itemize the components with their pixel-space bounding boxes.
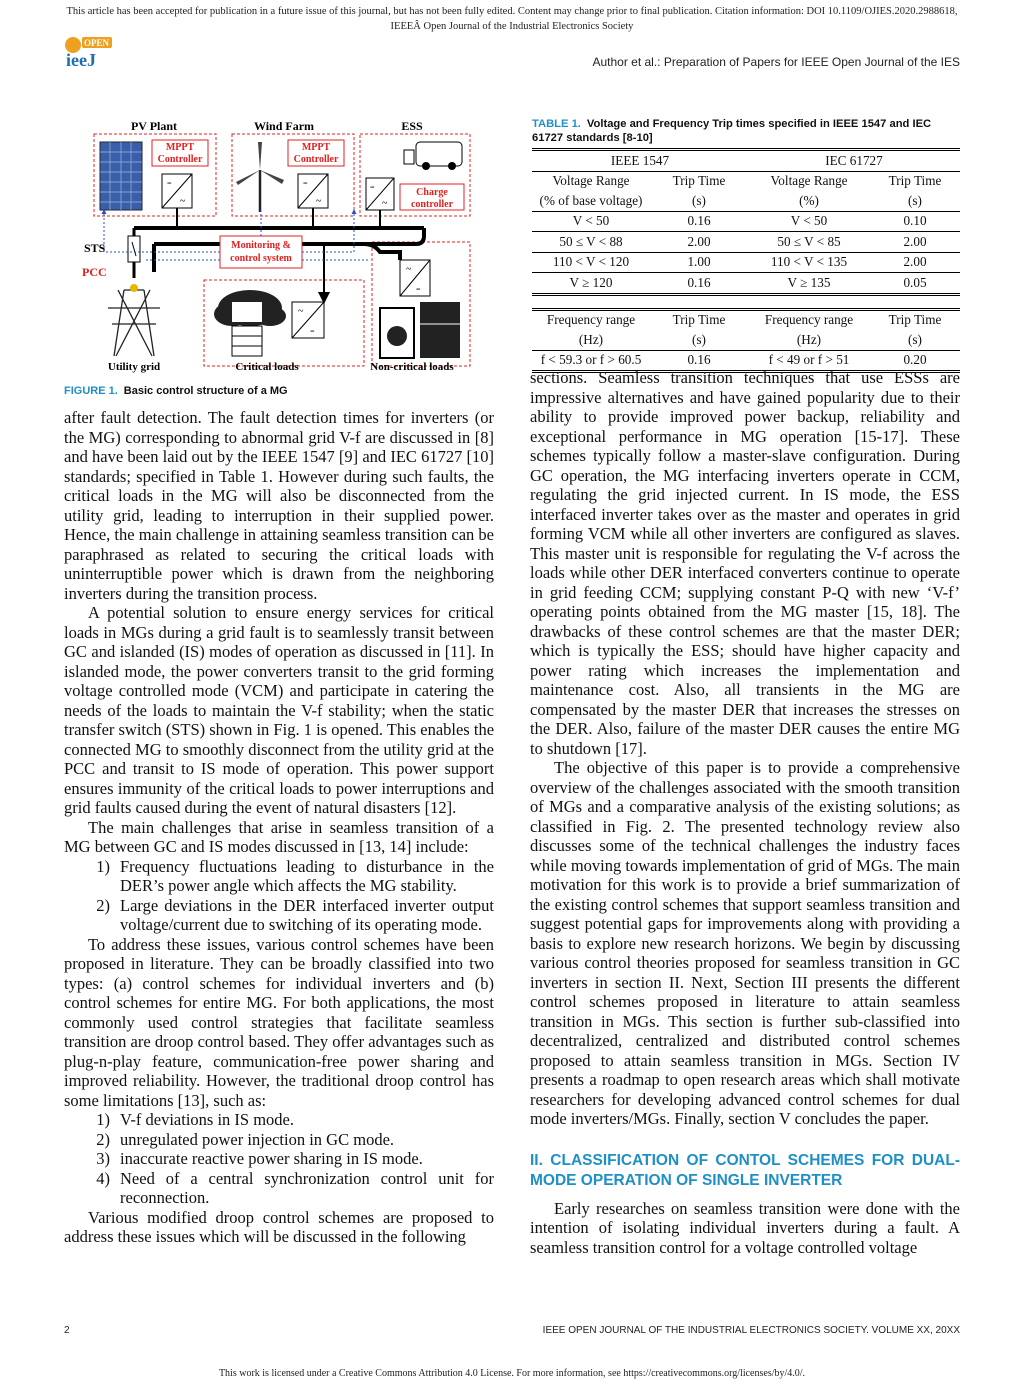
ess-label: ESS bbox=[401, 119, 423, 133]
table-row: f < 59.3 or f > 60.5 0.16 f < 49 or f > 51 0.20 bbox=[532, 350, 960, 372]
svg-text:=: = bbox=[370, 183, 375, 192]
license-notice: This work is licensed under a Creative Commons Attribution 4.0 License. For more information, see https://creativecommons.org/licenses/by/4.0/. bbox=[218, 1368, 806, 1379]
svg-text:OPEN: OPEN bbox=[84, 38, 110, 48]
right-paragraph-1: sections. Seamless transition techniques that use ESSs are impressive alternatives and have gained popularity due to their ability to provide improved power backup, reliability and exceptional performance in MG operation [15-17]. These schemes typically follow a master-slave configuration. During GC operation, the MG interfacing inverters operate in CCM, regulating the grid injected current. In IS mode, the ESS interfaced inverter takes over as the master and operates in grid forming VCM while all other inverters are configured as slaves. This master unit is responsible for regulating the V-f across the loads while other DER interfaced converters continue to operate in grid feeding CCM; supplying constant P-Q with new ‘V-f’ operating points obtained from the MG master [15, 18]. The drawbacks of these control schemes are that the master DER; which is typically the ESS; should have higher capacity and power rating which increases the implementation and maintenance cost. Also, all transients in the MG are compensated by the master DER that increases the stresses on the DER. Also, failure of the master DER causes the entire MG to shutdown [17]. bbox=[530, 368, 960, 758]
right-paragraph-2: The objective of this paper is to provide a comprehensive overview of the challenges associated with the smooth transition of MGs and a comparative analysis of the existing solutions; as classified in Fig. 2. The presented technology review also discusses some of the technical challenges the industry faces while moving towards implementation of grid of MGs. The main motivation for this work is to provide a brief summarization of the existing control schemes that support seamless transition and suggest potential gaps for improvements along with providing a basis to explore new research horizons. We begin by discussing various control theories proposed for seamless transition in GC inverters in section II. Next, Section III presents the different control schemes proposed in literature to attain seamless transition in MGs. This section is further sub-classified into decentralized, centralized and distributed control schemes proposed to attain seamless transition in MGs. Section IV presents a roadmap to open research areas which shall motivate researchers for developing advanced control schemes for dual mode inverters/MGs. Finally, section V concludes the paper. bbox=[530, 758, 960, 1128]
left-paragraph-5: Various modified droop control schemes are proposed to address these issues which will be discussed in the following bbox=[64, 1207, 494, 1246]
mppt1-label-b: Controller bbox=[157, 154, 203, 165]
table-1 bbox=[532, 148, 960, 373]
list-item: 1) V-f deviations in IS mode. bbox=[96, 1110, 294, 1129]
notice-line-2: IEEEÂ Open Journal of the Industrial Electronics Society bbox=[390, 21, 634, 32]
pv-plant-label: PV Plant bbox=[130, 119, 178, 133]
charge-label-b: controller bbox=[410, 199, 454, 210]
table-caption-key: TABLE 1. bbox=[532, 118, 581, 130]
table-std-iec: IEC 61727 bbox=[748, 150, 960, 172]
journal-logo bbox=[64, 33, 114, 69]
table-header-cell: (Hz) bbox=[748, 330, 870, 350]
list-item: 2) Large deviations in the DER interfaced inverter output voltage/current due to switching of its operating mode. bbox=[96, 895, 494, 934]
sts-label: STS bbox=[84, 241, 106, 255]
left-paragraph-2: A potential solution to ensure energy services for critical loads in MGs during a grid fault is to seamlessly transit between GC and islanded (IS) modes of operation as discussed in [11]. In islanded mode, the power converters transit to the grid forming voltage controlled mode (VCM) and participate in catering the needs of the loads to maintain the V-f stability; when the static transfer switch (STS) shown in Fig. 1 is opened. This enables the connected MG to smoothly disconnect from the utility grid at the PCC and transit to IS mode of operation. This power support ensures immunity of the critical loads to power interruptions and grid faults caused during the event of natural disasters [12]. bbox=[64, 603, 495, 817]
figure-1-caption bbox=[64, 385, 288, 397]
notice-line-1: This article has been accepted for publication in a future issue of this journal, but has not been fully edited. Content may change prior to final publication. Citation information: DOI 10.1109/OJIES.2020.2988618, bbox=[66, 6, 958, 17]
charge-label: Charge bbox=[416, 187, 448, 198]
table-header-cell: Frequency range bbox=[532, 309, 650, 330]
pv-panel-icon bbox=[100, 142, 142, 210]
publication-notice bbox=[0, 4, 1024, 34]
noncritical-loads-label: Non-critical loads bbox=[370, 361, 454, 373]
svg-text:=: = bbox=[310, 327, 315, 336]
transmission-tower-icon bbox=[108, 284, 160, 356]
table-header-cell: Trip Time bbox=[650, 309, 748, 330]
right-paragraph-3: Early researches on seamless transition were done with the intention of isolating individual inverters during a fault. A seamless transition control for a voltage controlled voltage bbox=[530, 1198, 960, 1257]
list-item: 4) Need of a central synchronization control unit for reconnection. bbox=[96, 1168, 494, 1207]
left-column bbox=[64, 408, 494, 1247]
critical-inverter-icon bbox=[292, 302, 324, 338]
svg-text:~: ~ bbox=[180, 196, 186, 207]
figure-caption-key: FIGURE 1. bbox=[64, 385, 118, 397]
table-row: V ≥ 120 0.16 V ≥ 135 0.05 bbox=[532, 273, 960, 295]
table-header-cell: (s) bbox=[650, 191, 748, 211]
table-header-cell: Trip Time bbox=[888, 173, 942, 189]
table-header-cell: (% of base voltage) bbox=[532, 191, 650, 211]
mppt1-label: MPPT bbox=[165, 142, 195, 153]
wind-farm-label: Wind Farm bbox=[253, 119, 315, 133]
journal-footer: IEEE OPEN JOURNAL OF THE INDUSTRIAL ELECTRONICS SOCIETY. VOLUME XX, 20XX bbox=[542, 1325, 960, 1336]
svg-text:=: = bbox=[167, 179, 172, 188]
svg-text:~: ~ bbox=[406, 264, 412, 275]
left-paragraph-3: The main challenges that arise in seamless transition of a MG between GC and IS modes discussed in [13, 14] include: bbox=[64, 817, 494, 856]
mppt2-label: MPPT bbox=[301, 142, 331, 153]
figure-caption-text: Basic control structure of a MG bbox=[123, 385, 288, 397]
running-head: Author et al.: Preparation of Papers for IEEE Open Journal of the IES bbox=[592, 55, 960, 69]
left-paragraph-1: after fault detection. The fault detection times for inverters (or the MG) corresponding to abnormal grid V-f are discussed in [8] and have been laid out by the IEEE 1547 [9] and IEC 61727 [10] standards; specified in Table 1. However during such faults, the critical loads in the MG will also be disconnected from the utility grid, leading to interruption in their supplied power. Hence, the main challenge in attaining seamless transition can be paraphrased as related to securing the critical loads with uninterruptible power which is drawn from the neighboring inverters during the transition process. bbox=[64, 408, 494, 603]
ev-battery-icon bbox=[404, 142, 462, 170]
table-caption-text: Voltage and Frequency Trip times specified in IEEE 1547 and IEC 61727 standards [8-10] bbox=[532, 118, 932, 144]
utility-grid-label: Utility grid bbox=[107, 361, 161, 373]
table-header-cell: Trip Time bbox=[870, 309, 960, 330]
figure-1-diagram bbox=[64, 112, 496, 380]
table-std-ieee: IEEE 1547 bbox=[532, 150, 748, 172]
pcc-label: PCC bbox=[82, 265, 107, 279]
section-heading: II. CLASSIFICATION OF CONTOL SCHEMES FOR DUAL-MODE OPERATION OF SINGLE INVERTER bbox=[530, 1151, 960, 1189]
appliances-icon bbox=[380, 302, 460, 358]
svg-text:~: ~ bbox=[382, 198, 388, 209]
monitor-label-b: control system bbox=[230, 253, 292, 264]
svg-text:ieeJ: ieeJ bbox=[66, 50, 96, 69]
list-item: 2) unregulated power injection in GC mode. bbox=[96, 1129, 395, 1149]
page-number: 2 bbox=[64, 1325, 70, 1336]
table-header-cell: (Hz) bbox=[532, 330, 650, 350]
svg-text:~: ~ bbox=[298, 306, 304, 317]
table-header-cell: (%) bbox=[748, 191, 870, 211]
pv-inverter-icon bbox=[162, 174, 192, 208]
table-header-cell: Trip Time bbox=[672, 173, 726, 189]
cloud-icon bbox=[214, 290, 286, 356]
left-paragraph-4: To address these issues, various control schemes have been proposed in literature. They can be broadly classified into two types: (a) control schemes for individual inverters and (b) control schemes for entire MG. For both applications, the most commonly used control strategies that facilitate seamless transition are droop control based. They offer advantages such as plug-n-play feature, communication-free power sharing and improved reliability. However, the traditional droop control has some limitations [13], such as: bbox=[64, 934, 494, 1110]
table-header-cell: Frequency range bbox=[748, 309, 870, 330]
wind-turbine-icon bbox=[236, 142, 284, 212]
ess-inverter-icon bbox=[366, 178, 394, 210]
table-row: 110 < V < 120 1.00 110 < V < 135 2.00 bbox=[532, 252, 960, 273]
noncritical-inverter-icon bbox=[400, 260, 430, 296]
table-row: 50 ≤ V < 88 2.00 50 ≤ V < 85 2.00 bbox=[532, 232, 960, 253]
list-item: 1) Frequency fluctuations leading to disturbance in the DER’s power angle which affects the MG stability. bbox=[96, 856, 494, 895]
table-1-caption bbox=[532, 117, 960, 145]
wind-inverter-icon bbox=[298, 174, 328, 208]
table-header-cell: (s) bbox=[650, 330, 748, 350]
table-header-cell: (s) bbox=[870, 191, 960, 211]
mppt2-label-b: Controller bbox=[293, 154, 339, 165]
svg-text:=: = bbox=[416, 285, 421, 294]
svg-text:=: = bbox=[303, 179, 308, 188]
table-header-cell: Voltage Range bbox=[770, 173, 848, 189]
critical-loads-label: Critical loads bbox=[235, 361, 299, 373]
table-header-cell: Voltage Range bbox=[552, 173, 630, 189]
monitor-label: Monitoring & bbox=[231, 240, 291, 251]
table-row: V < 50 0.16 V < 50 0.10 bbox=[532, 211, 960, 232]
table-header-cell: (s) bbox=[870, 330, 960, 350]
right-column bbox=[530, 368, 960, 1257]
list-item: 3) inaccurate reactive power sharing in IS mode. bbox=[96, 1149, 423, 1168]
svg-text:~: ~ bbox=[316, 196, 322, 207]
